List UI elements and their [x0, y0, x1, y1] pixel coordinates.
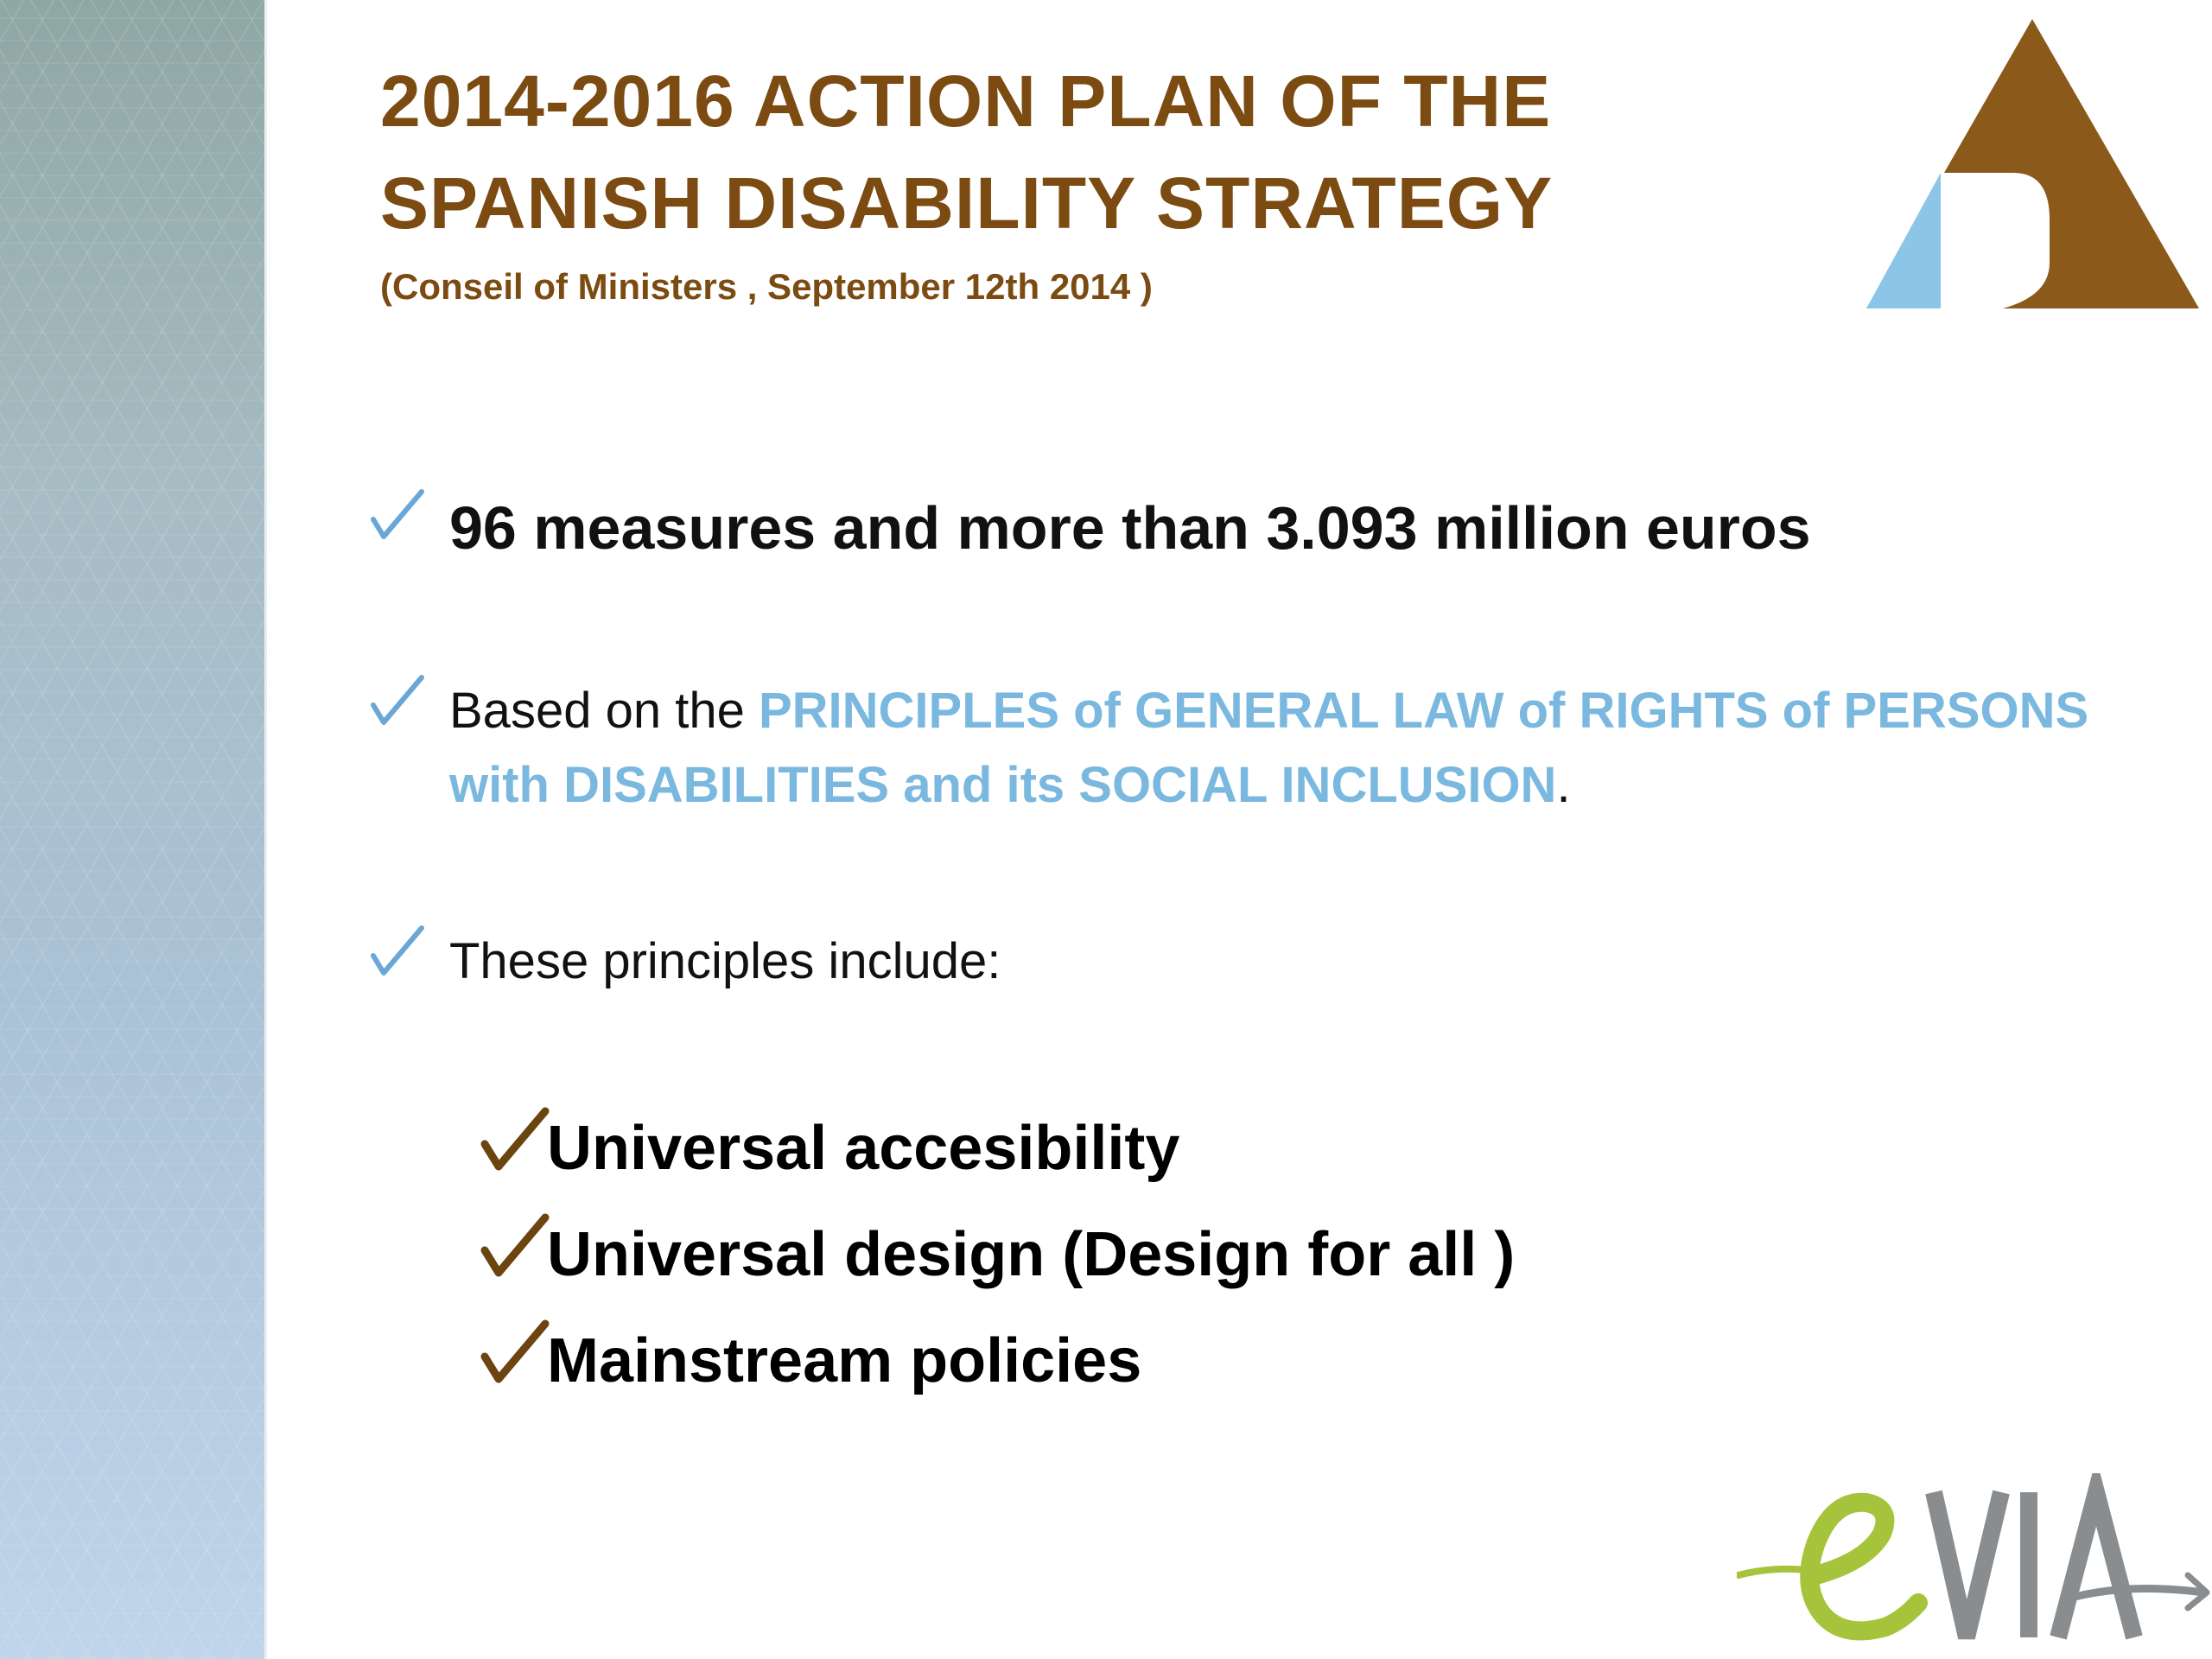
evia-logo-icon: [1737, 1473, 2210, 1655]
logo-white-d-shape: [1941, 173, 2050, 308]
based-on-text: [449, 674, 2169, 823]
slide-title-line-2: SPANISH DISABILITY STRATEGY: [380, 162, 1554, 244]
title-block: [380, 50, 1763, 311]
logo-blue-wedge: [1866, 173, 1941, 308]
triangle-logo-icon: [1866, 19, 2199, 308]
based-on-suffix: .: [1556, 757, 1571, 813]
check-icon: [480, 1212, 550, 1283]
check-icon: [370, 674, 425, 729]
principle-text: Universal accesibility: [547, 1114, 1180, 1183]
bullet-based-on: [370, 674, 2167, 830]
principle-text: Universal design (Design for all ): [547, 1220, 1516, 1289]
principle-item: [480, 1106, 1776, 1201]
check-icon: [370, 925, 425, 980]
principle-item: [480, 1319, 1776, 1414]
based-on-prefix: Based on the: [449, 683, 759, 739]
check-icon: [480, 1106, 550, 1177]
decorative-side-band: [0, 0, 267, 1659]
bullet-measures: [370, 488, 2167, 575]
slide-subtitle: (Conseil of Ministers , September 12th 2014 ): [380, 266, 1153, 307]
check-icon: [480, 1319, 550, 1389]
measures-text: 96 measures and more than 3.093 million euros: [449, 494, 1811, 562]
slide-title-line-1: 2014-2016 ACTION PLAN OF THE: [380, 60, 1552, 142]
principle-text: Mainstream policies: [547, 1326, 1142, 1395]
principles-law-highlight: PRINCIPLES of GENERAL LAW of RIGHTS of PERSONS with DISABILITIES and its SOCIAL INCLUSION: [449, 683, 2089, 813]
principles-intro-text: These principles include:: [449, 933, 1001, 989]
check-icon: [370, 488, 425, 543]
principle-item: [480, 1212, 1776, 1307]
bullet-principles-intro: [370, 925, 2167, 1011]
